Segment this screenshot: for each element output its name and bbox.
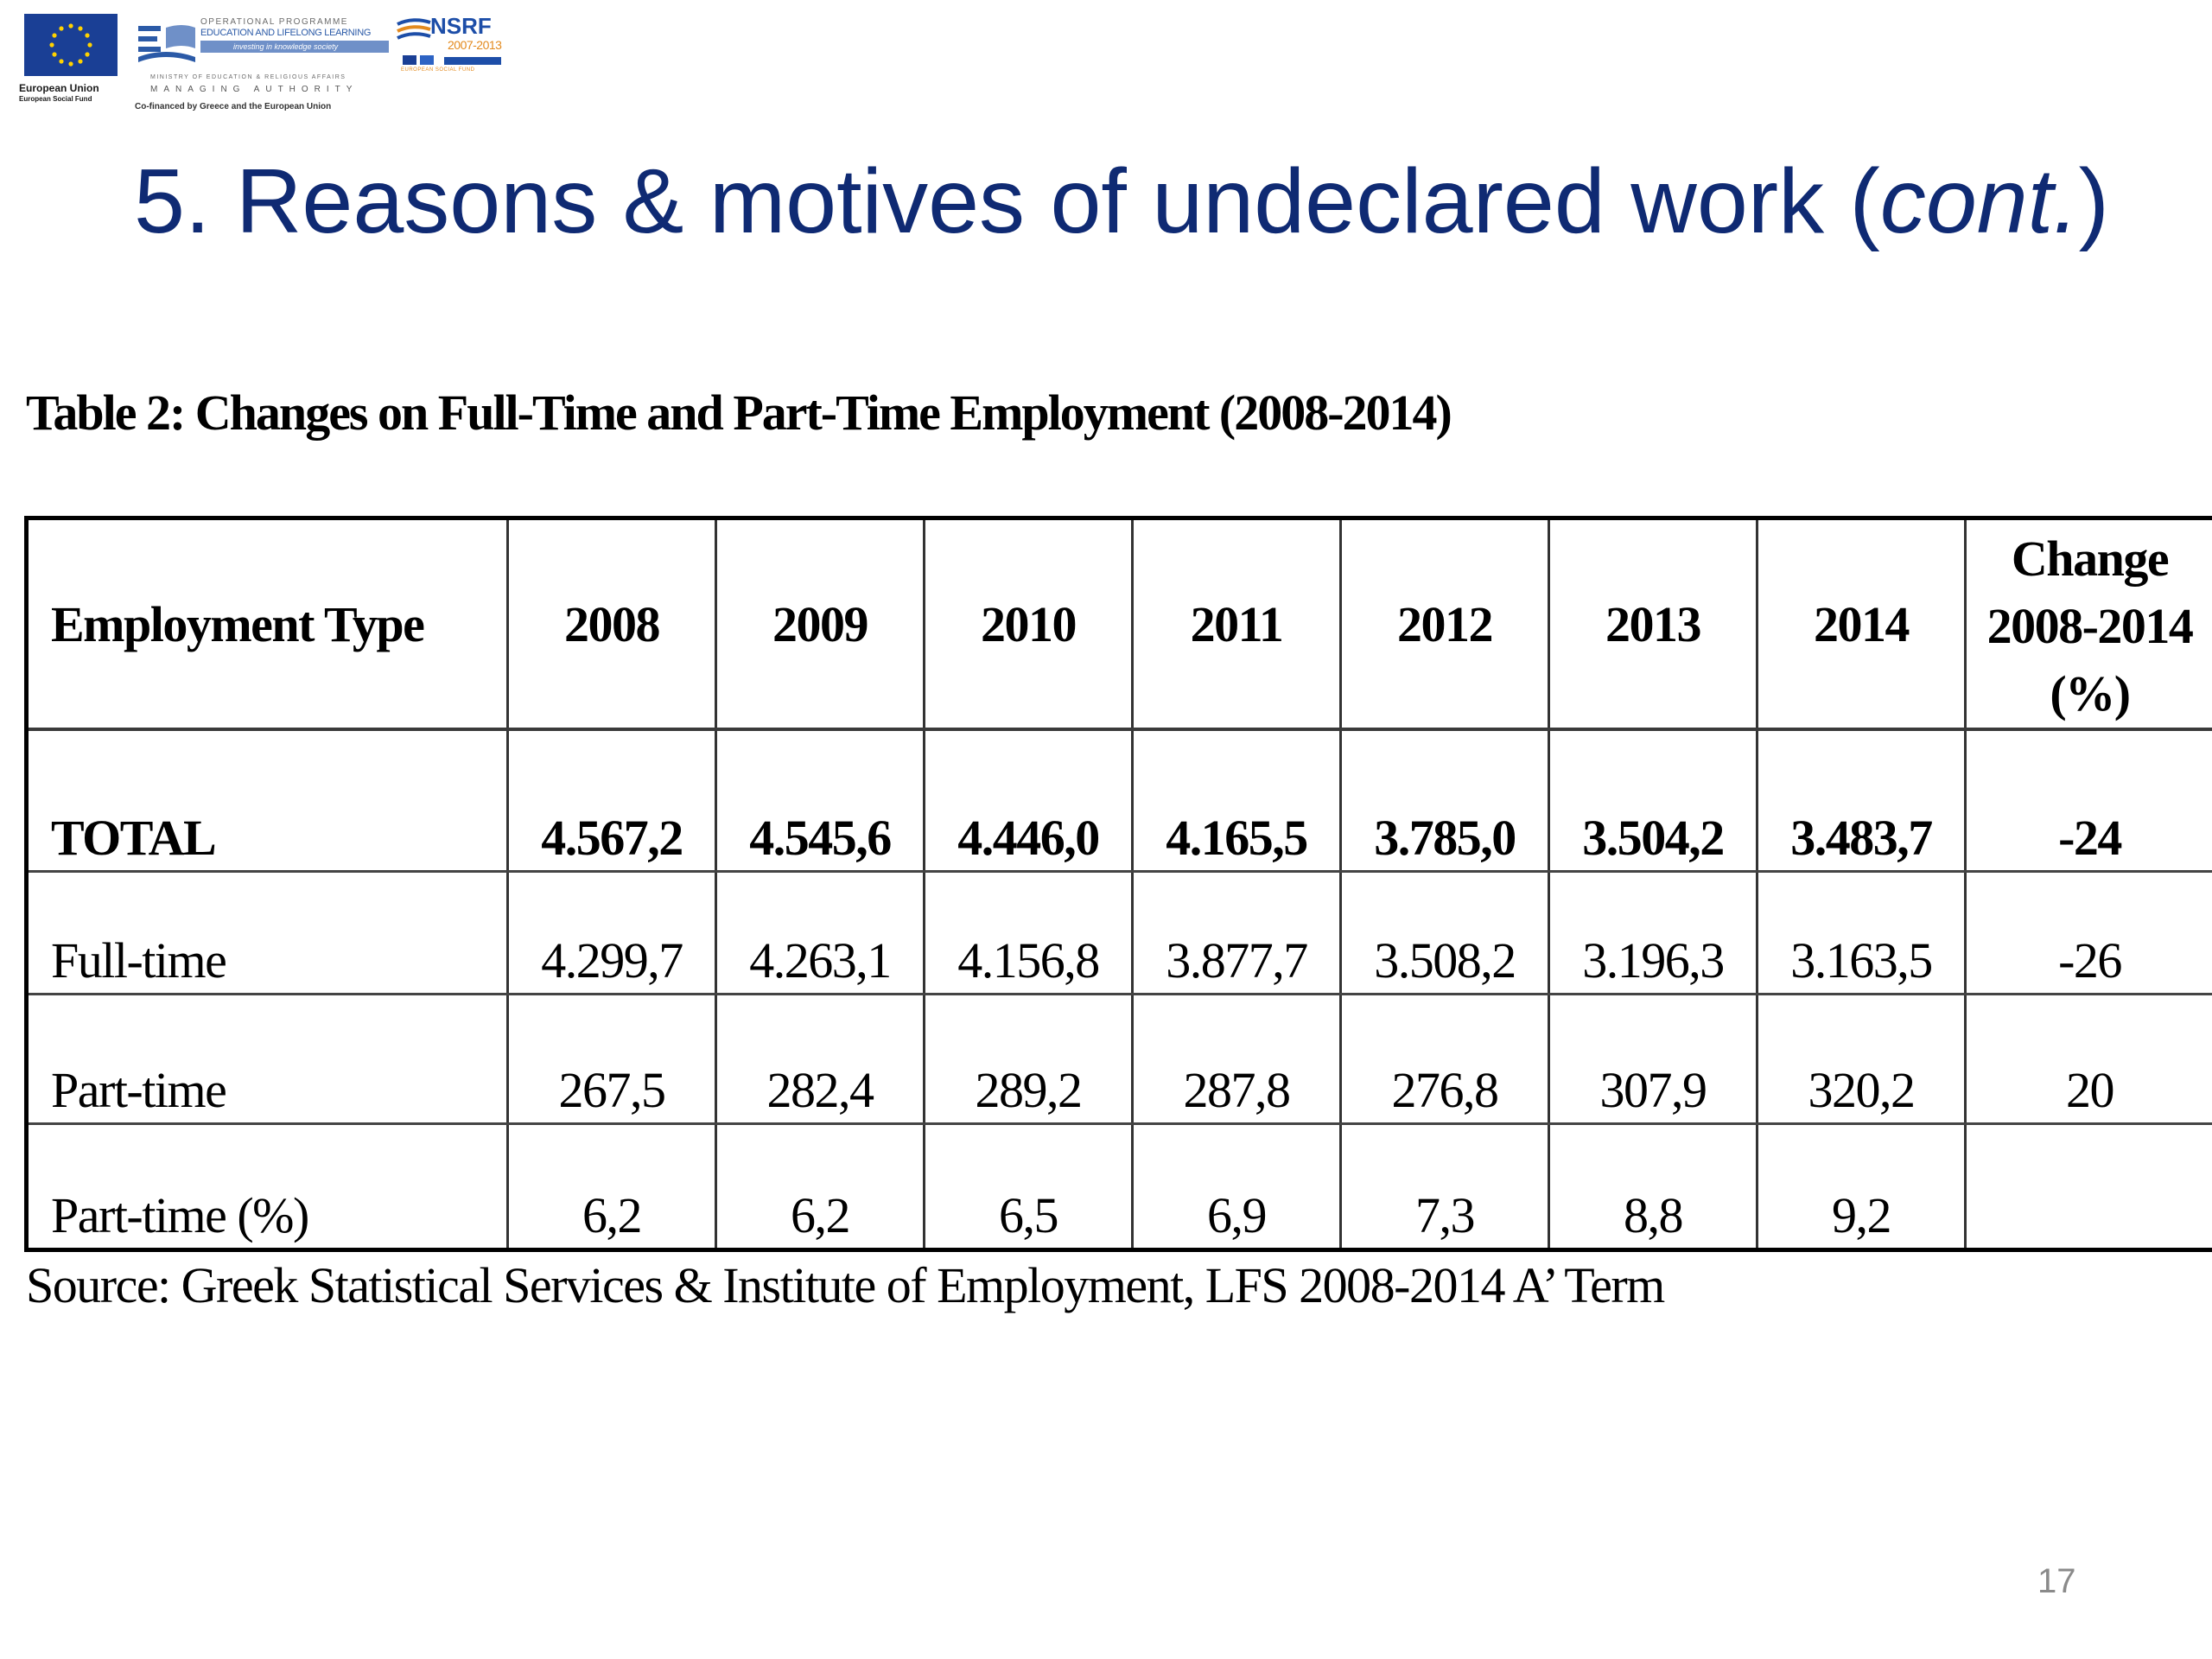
table-cell: 6,9	[1133, 1123, 1341, 1249]
nsrf-logo	[396, 14, 504, 92]
row-label: Part-time	[27, 994, 508, 1123]
header-change	[1966, 518, 2212, 730]
header-year: 2008	[508, 518, 716, 730]
ministry-text: MINISTRY OF EDUCATION & RELIGIOUS AFFAIRS	[150, 74, 346, 80]
table-cell: 6,5	[925, 1123, 1133, 1249]
eu-mini-flag-icon	[403, 55, 416, 65]
greek-mini-flag-icon	[420, 55, 434, 65]
eu-stars-icon	[24, 14, 118, 76]
change-cell	[1966, 1123, 2212, 1249]
table-cell: 3.163,5	[1758, 871, 1966, 994]
eu-caption-line2: European Social Fund	[19, 95, 92, 103]
table-cell: 267,5	[508, 994, 716, 1123]
page-number: 17	[2037, 1562, 2076, 1600]
eu-caption	[19, 83, 131, 104]
managing-authority-text: MANAGING AUTHORITY	[150, 85, 359, 94]
employment-table	[24, 516, 2212, 1252]
header-year: 2014	[1758, 518, 1966, 730]
header-year: 2011	[1133, 518, 1341, 730]
header-change-line3: (%)	[2050, 665, 2130, 721]
slide-title	[134, 145, 2109, 257]
table-cell: 4.446,0	[925, 729, 1133, 871]
slide-title-main: 5. Reasons & motives of undeclared work (	[134, 150, 1880, 252]
table-caption: Table 2: Changes on Full-Time and Part-Time Employment (2008-2014)	[26, 385, 1451, 441]
nsrf-subtitle: EUROPEAN SOCIAL FUND	[401, 67, 475, 73]
eu-flag-icon	[24, 14, 118, 76]
header-year: 2013	[1549, 518, 1758, 730]
slide-title-emphasis: cont.	[1879, 150, 2079, 252]
cofinanced-text: Co-financed by Greece and the European Union	[135, 102, 332, 111]
table-cell: 287,8	[1133, 994, 1341, 1123]
table-cell: 4.299,7	[508, 871, 716, 994]
change-cell: 20	[1966, 994, 2212, 1123]
change-cell: -26	[1966, 871, 2212, 994]
nsrf-bar	[444, 57, 501, 65]
table-cell: 3.785,0	[1341, 729, 1549, 871]
table-cell: 3.508,2	[1341, 871, 1549, 994]
table-header-row	[27, 518, 2212, 730]
header-year: 2012	[1341, 518, 1549, 730]
table-row-part-time	[27, 994, 2212, 1123]
change-cell: -24	[1966, 729, 2212, 871]
header-employment-type: Employment Type	[27, 518, 508, 730]
op-title-line1: OPERATIONAL PROGRAMME	[200, 17, 348, 27]
eu-caption-line1: European Union	[19, 82, 99, 94]
table-cell: 289,2	[925, 994, 1133, 1123]
table-cell: 3.483,7	[1758, 729, 1966, 871]
table-cell: 3.504,2	[1549, 729, 1758, 871]
swoosh-icon	[396, 16, 432, 48]
op-title-line2: EDUCATION AND LIFELONG LEARNING	[200, 28, 372, 38]
table-row-total	[27, 729, 2212, 871]
table-cell: 9,2	[1758, 1123, 1966, 1249]
header-year: 2009	[716, 518, 925, 730]
row-label: Part-time (%)	[27, 1123, 508, 1249]
row-label: Full-time	[27, 871, 508, 994]
table-cell: 8,8	[1549, 1123, 1758, 1249]
op-title-line3: investing in knowledge society	[200, 41, 389, 53]
nsrf-title: NSRF	[430, 13, 492, 39]
slide-title-close: )	[2078, 150, 2109, 252]
table-cell: 282,4	[716, 994, 925, 1123]
table-row-part-time-pct	[27, 1123, 2212, 1249]
table-cell: 307,9	[1549, 994, 1758, 1123]
row-label: TOTAL	[27, 729, 508, 871]
table-cell: 276,8	[1341, 994, 1549, 1123]
table-cell: 6,2	[508, 1123, 716, 1249]
operational-programme-logo	[135, 14, 394, 118]
table-cell: 3.196,3	[1549, 871, 1758, 994]
logo-strip	[16, 9, 504, 121]
table-cell: 4.165,5	[1133, 729, 1341, 871]
table-cell: 7,3	[1341, 1123, 1549, 1249]
table-cell: 3.877,7	[1133, 871, 1341, 994]
header-change-line2: 2008-2014	[1986, 598, 2193, 654]
source-note: Source: Greek Statistical Services & Institute of Employment, LFS 2008-2014 A’ Term	[26, 1257, 1664, 1313]
table-row-full-time	[27, 871, 2212, 994]
header-year: 2010	[925, 518, 1133, 730]
table-cell: 4.567,2	[508, 729, 716, 871]
book-icon	[135, 19, 197, 66]
table-cell: 6,2	[716, 1123, 925, 1249]
nsrf-years: 2007-2013	[448, 38, 502, 52]
table-cell: 4.545,6	[716, 729, 925, 871]
table-cell: 4.263,1	[716, 871, 925, 994]
eu-logo	[19, 14, 128, 119]
table-cell: 320,2	[1758, 994, 1966, 1123]
table-cell: 4.156,8	[925, 871, 1133, 994]
header-change-line1: Change	[2011, 531, 2169, 587]
